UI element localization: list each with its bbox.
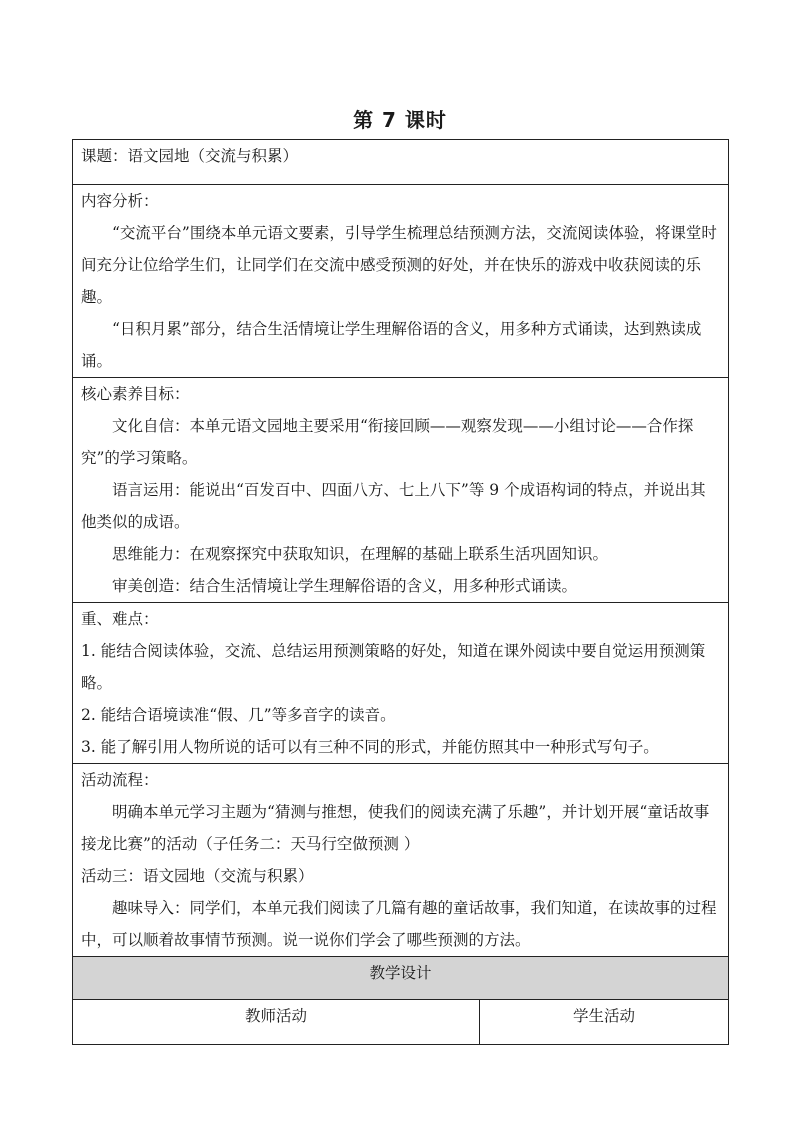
core-goal-thinking: 思维能力：在观察探究中获取知识，在理解的基础上联系生活巩固知识。	[112, 545, 609, 563]
topic-cell: 课题：语文园地（交流与积累）	[73, 140, 729, 185]
teaching-design-header: 教学设计	[73, 957, 729, 1000]
key-points-cell	[73, 603, 729, 764]
content-analysis-paragraph-1: “交流平台”围绕本单元语文要素，引导学生梳理总结预测方法，交流阅读体验，将课堂时间充分让位给学生们，让同学们在交流中感受预测的好处，并在快乐的游戏中收获阅读的乐趣。	[81, 224, 717, 306]
core-goal-aesthetics: 审美创造：结合生活情境让学生理解俗语的含义，用多种形式诵读。	[112, 577, 578, 595]
teacher-activity-header: 教师活动	[73, 1000, 480, 1045]
core-goal-language: 语言运用：能说出“百发百中、四面八方、七上八下”等 9 个成语构词的特点，并说出其他类似的成语。	[81, 481, 706, 531]
content-analysis-cell	[73, 185, 729, 378]
core-goals-row	[73, 378, 729, 603]
activity-flow-cell	[73, 764, 729, 957]
key-point-2: 2. 能结合语境读准“假、几”等多音字的读音。	[81, 706, 396, 724]
key-points-heading: 重、难点：	[81, 610, 159, 628]
key-points-row	[73, 603, 729, 764]
lesson-table	[72, 139, 729, 1045]
activity-flow-row	[73, 764, 729, 957]
teaching-columns-row	[73, 1000, 729, 1045]
activity-lead-in: 趣味导入：同学们，本单元我们阅读了几篇有趣的童话故事，我们知道，在读故事的过程中，可以顺着故事情节预测。说一说你们学会了哪些预测的方法。	[81, 899, 717, 949]
activity-flow-heading: 活动流程：	[81, 771, 159, 789]
core-goals-heading: 核心素养目标：	[81, 385, 190, 403]
key-point-3: 3. 能了解引用人物所说的话可以有三种不同的形式，并能仿照其中一种形式写句子。	[81, 738, 659, 756]
activity-flow-intro: 明确本单元学习主题为“猜测与推想，使我们的阅读充满了乐趣”，并计划开展“童话故事接龙比赛”的活动（子任务二：天马行空做预测 ）	[81, 803, 710, 853]
content-analysis-row	[73, 185, 729, 378]
student-activity-header: 学生活动	[480, 1000, 729, 1045]
key-point-1: 1. 能结合阅读体验，交流、总结运用预测策略的好处，知道在课外阅读中要自觉运用预测策略。	[81, 642, 706, 692]
teaching-design-header-row	[73, 957, 729, 1000]
activity-three-title: 活动三：语文园地（交流与积累）	[81, 867, 314, 885]
topic-row	[73, 140, 729, 185]
content-analysis-heading: 内容分析：	[81, 192, 159, 210]
core-goals-cell	[73, 378, 729, 603]
page-title: 第 7 课时	[353, 108, 447, 132]
content-analysis-paragraph-2: “日积月累”部分，结合生活情境让学生理解俗语的含义，用多种方式诵读，达到熟读成诵。	[81, 320, 702, 370]
core-goal-culture: 文化自信：本单元语文园地主要采用“衔接回顾——观察发现——小组讨论——合作探究”的学习策略。	[81, 417, 694, 467]
